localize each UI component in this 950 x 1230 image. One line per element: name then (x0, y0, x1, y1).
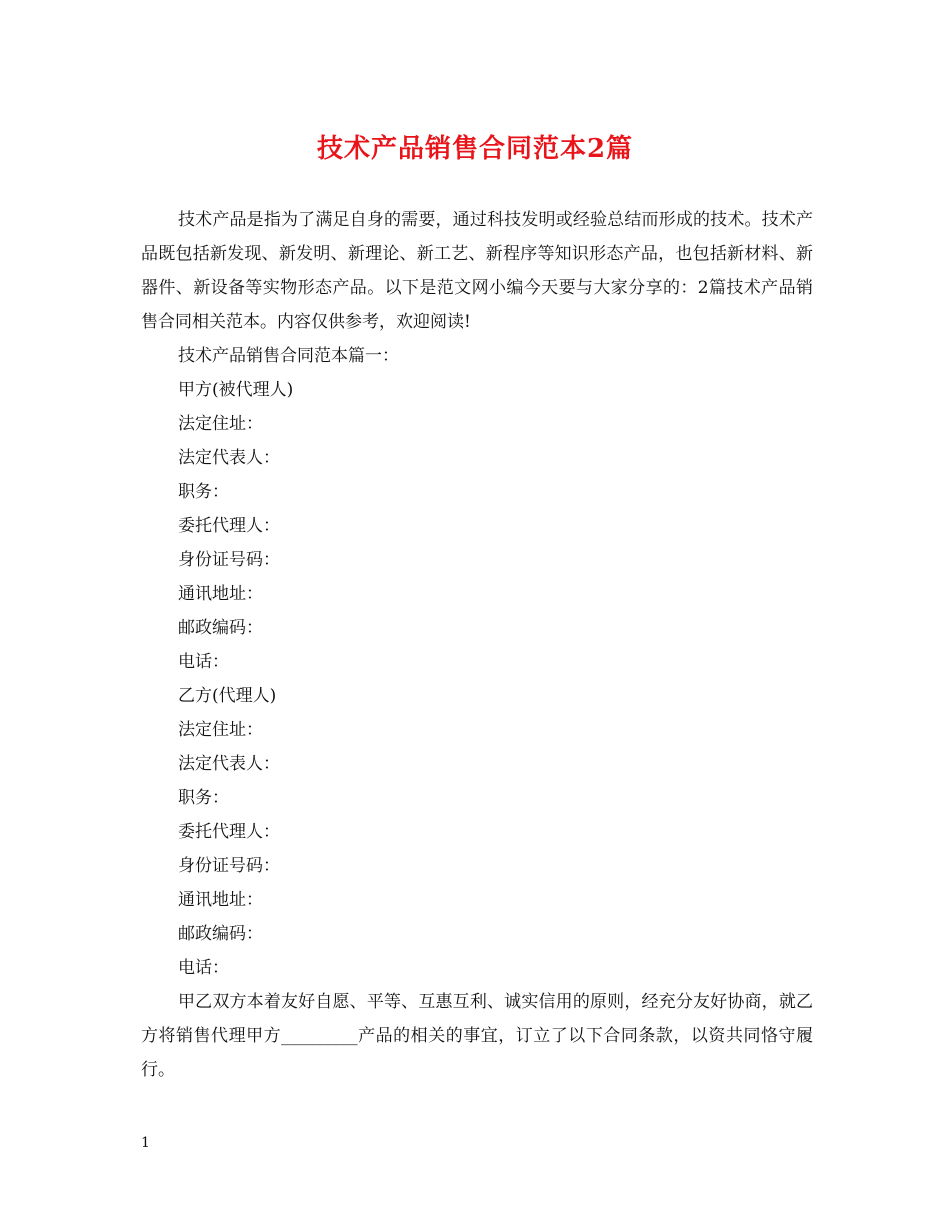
section-heading: 技术产品销售合同范本篇一： (178, 346, 399, 366)
document-body (141, 203, 813, 1087)
page-number: 1 (141, 1135, 150, 1151)
party-b-mailing-address-field: 通讯地址： (178, 890, 263, 910)
party-b-phone-field: 电话： (178, 958, 229, 978)
party-b-address-field: 法定住址： (178, 720, 263, 740)
party-a-address-field: 法定住址： (178, 414, 263, 434)
party-a-position-field: 职务： (178, 482, 229, 502)
closing-paragraph: 甲乙双方本着友好自愿、平等、互惠互利、诚实信用的原则，经充分友好协商，就乙方将销售代理甲方_________产品的相关的事宜，订立了以下合同条款，以资共同恪守履行。 (141, 992, 813, 1080)
party-a-agent-field: 委托代理人： (178, 516, 280, 536)
party-b-heading: 乙方(代理人) (178, 686, 277, 706)
party-b-position-field: 职务： (178, 788, 229, 808)
party-b-postal-code-field: 邮政编码： (178, 924, 263, 944)
party-b-legal-rep-field: 法定代表人： (178, 754, 280, 774)
party-a-phone-field: 电话： (178, 652, 229, 672)
party-a-postal-code-field: 邮政编码： (178, 618, 263, 638)
party-a-heading: 甲方(被代理人) (178, 380, 294, 400)
intro-paragraph: 技术产品是指为了满足自身的需要，通过科技发明或经验总结而形成的技术。技术产品既包括新发现、新发明、新理论、新工艺、新程序等知识形态产品，也包括新材料、新器件、新设备等实物形态产品。以下是范文网小编今天要与大家分享的：2篇技术产品销售合同相关范本。内容仅供参考，欢迎阅读! (141, 210, 813, 332)
party-a-id-number-field: 身份证号码： (178, 550, 280, 570)
party-a-legal-rep-field: 法定代表人： (178, 448, 280, 468)
party-b-id-number-field: 身份证号码： (178, 856, 280, 876)
party-b-agent-field: 委托代理人： (178, 822, 280, 842)
party-a-mailing-address-field: 通讯地址： (178, 584, 263, 604)
document-title: 技术产品销售合同范本2篇 (316, 134, 634, 164)
